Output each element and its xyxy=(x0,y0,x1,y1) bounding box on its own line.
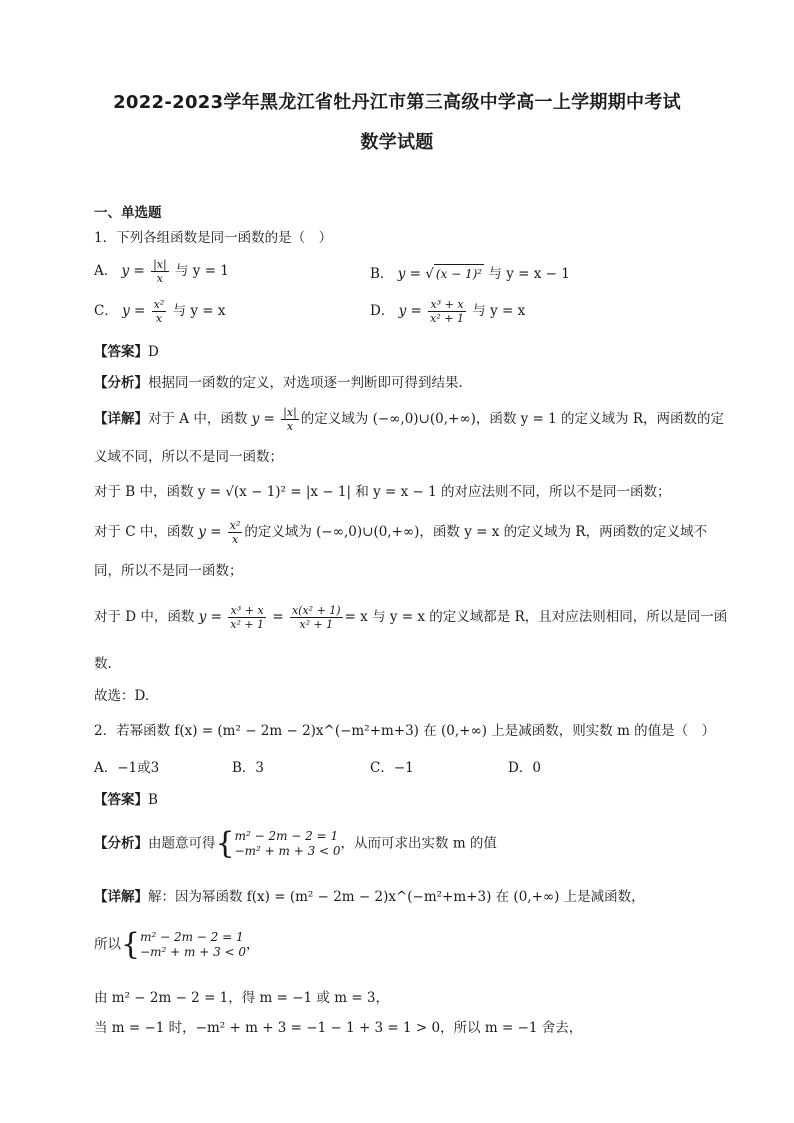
math-text: y = xyxy=(121,263,145,279)
document-subtitle: 数学试题 xyxy=(360,132,434,153)
question-1-stem: 1．下列各组函数是同一函数的是（ ） xyxy=(94,230,333,246)
q1-detail-b: 对于 B 中，函数 y = √(x − 1)² = |x − 1| 和 y = x − 1 的对应法则不同，所以不是同一函数； xyxy=(94,484,671,500)
analysis-text: 由题意可得 xyxy=(148,835,216,852)
equation-line: m² − 2m − 2 = 1 xyxy=(234,829,339,843)
detail-text: 的定义域为 (−∞,0)∪(0,+∞)，函数 y = x 的定义域为 R，两函数的定义域不 xyxy=(244,524,708,540)
equation-line: m² − 2m − 2 = 1 xyxy=(140,930,244,944)
numerator: x³ + x xyxy=(228,604,266,618)
numerator: |x| xyxy=(283,406,297,419)
fraction xyxy=(151,258,169,285)
answer-tag: 【答案】 xyxy=(94,344,148,360)
numerator: x² xyxy=(153,298,165,311)
q2-option-d: D．0 xyxy=(508,760,541,776)
math-text: y = xyxy=(397,266,421,282)
math-text: y = xyxy=(122,303,146,319)
q2-answer xyxy=(94,791,704,809)
radicand: (x − 1)² xyxy=(434,264,484,283)
document-title: 2022-2023学年黑龙江省牡丹江市第三高级中学高一上学期期中考试 xyxy=(113,92,681,113)
numerator: x² xyxy=(229,519,241,532)
denominator: x xyxy=(231,533,239,546)
q1-option-d xyxy=(370,298,525,325)
detail-text: = x 与 y = x 的定义域都是 R，且对应法则相同，所以是同一函 xyxy=(344,609,728,625)
q2-option-c: C．−1 xyxy=(370,760,414,776)
q1-option-b xyxy=(370,264,570,283)
q1-analysis xyxy=(94,374,704,392)
option-label: B． xyxy=(370,266,394,282)
analysis-text: 根据同一函数的定义，对选项逐一判断即可得到结果. xyxy=(148,375,463,391)
q1-detail-c-cont: 同，所以不是同一函数； xyxy=(94,563,243,579)
option-label: A． xyxy=(94,263,118,279)
q2-option-b: B．3 xyxy=(232,760,265,776)
q1-detail-a-cont: 义域不同，所以不是同一函数； xyxy=(94,449,283,465)
math-text: y = xyxy=(198,524,222,540)
denominator: x xyxy=(156,272,163,285)
section-heading: 一、单选题 xyxy=(94,205,162,221)
answer-value: B xyxy=(148,792,158,808)
math-text: 与 y = x xyxy=(172,303,226,319)
analysis-tag: 【分析】 xyxy=(94,835,148,852)
fraction xyxy=(228,604,266,631)
fraction xyxy=(152,298,167,325)
denominator: x² + 1 xyxy=(430,312,464,325)
q1-detail-c xyxy=(94,519,708,546)
option-label: D． xyxy=(370,303,395,319)
fraction xyxy=(281,406,299,433)
equation-system xyxy=(140,930,246,960)
detail-text: 解：因为幂函数 f(x) = (m² − 2m − 2)x^(−m²+m+3) 在 (0,+∞) 上是减函数， xyxy=(148,889,645,905)
analysis-tag: 【分析】 xyxy=(94,375,148,391)
fraction xyxy=(228,519,243,546)
q1-detail-d-cont: 数. xyxy=(94,656,112,672)
numerator: |x| xyxy=(153,258,167,271)
math-text: y = xyxy=(198,609,222,625)
q1-choose: 故选：D. xyxy=(94,688,150,704)
brace-symbol: { xyxy=(121,927,141,962)
q1-option-a xyxy=(94,258,229,285)
denominator: x xyxy=(155,312,163,325)
question-2-stem: 2．若幂函数 f(x) = (m² − 2m − 2)x^(−m²+m+3) 在 (0,+∞) 上是减函数，则实数 m 的值是（ ） xyxy=(94,723,716,739)
answer-value: D xyxy=(148,344,159,360)
detail-text: 所以 xyxy=(94,936,121,953)
q2-option-a: A．−1或3 xyxy=(94,760,160,776)
detail-text: 的定义域为 (−∞,0)∪(0,+∞)，函数 y = 1 的定义域为 R，两函数的定 xyxy=(300,411,724,427)
detail-text: 对于 A 中，函数 xyxy=(148,411,248,427)
equation-line: −m² + m + 3 < 0 xyxy=(234,844,341,858)
detail-text: ， xyxy=(246,936,260,953)
numerator: x³ + x xyxy=(428,298,466,312)
denominator: x² + 1 xyxy=(299,618,334,631)
q2-check-line: 当 m = −1 时，−m² + m + 3 = −1 − 1 + 3 = 1 > 0，所以 m = −1 舍去， xyxy=(94,1020,583,1036)
denominator: x xyxy=(286,420,294,433)
fraction xyxy=(290,604,343,631)
denominator: x² + 1 xyxy=(230,618,265,631)
fraction xyxy=(428,298,466,325)
q1-option-c xyxy=(94,298,226,325)
equation-system xyxy=(235,829,341,859)
math-text: y = xyxy=(398,303,422,319)
detail-tag: 【详解】 xyxy=(94,411,148,427)
analysis-text: ，从而可求出实数 m 的值 xyxy=(340,835,497,852)
q2-so xyxy=(94,927,704,962)
detail-text: 对于 C 中，函数 xyxy=(94,524,194,540)
q1-detail-d: 对于 D 中，函数 y = $\frac{\text{x³ + x}}{\text{x² + 1}}$ = $\frac{\text{x(x² + 1)}}{\text{x² + 1}}$ = x 与 y = x 的定义域都是 R，且对应法则相同，所以是同一函 xyxy=(94,604,728,631)
math-text: 与 y = x xyxy=(472,303,526,319)
q1-answer xyxy=(94,343,704,361)
q2-analysis xyxy=(94,826,704,861)
brace-symbol: { xyxy=(215,826,235,861)
math-text: y = xyxy=(251,411,275,427)
q2-detail xyxy=(94,888,704,906)
math-text: 与 y = 1 xyxy=(175,263,229,279)
answer-tag: 【答案】 xyxy=(94,792,148,808)
detail-text: 对于 D 中，函数 xyxy=(94,609,195,625)
equation-line: −m² + m + 3 < 0 xyxy=(140,945,247,959)
numerator: x(x² + 1) xyxy=(291,604,341,617)
q1-detail-a xyxy=(94,406,724,433)
detail-tag: 【详解】 xyxy=(94,889,148,905)
math-text: 与 y = x − 1 xyxy=(488,266,570,282)
q2-solve-line: 由 m² − 2m − 2 = 1，得 m = −1 或 m = 3， xyxy=(94,990,390,1006)
option-label: C． xyxy=(94,303,118,319)
sqrt-sign: √ xyxy=(425,266,434,282)
